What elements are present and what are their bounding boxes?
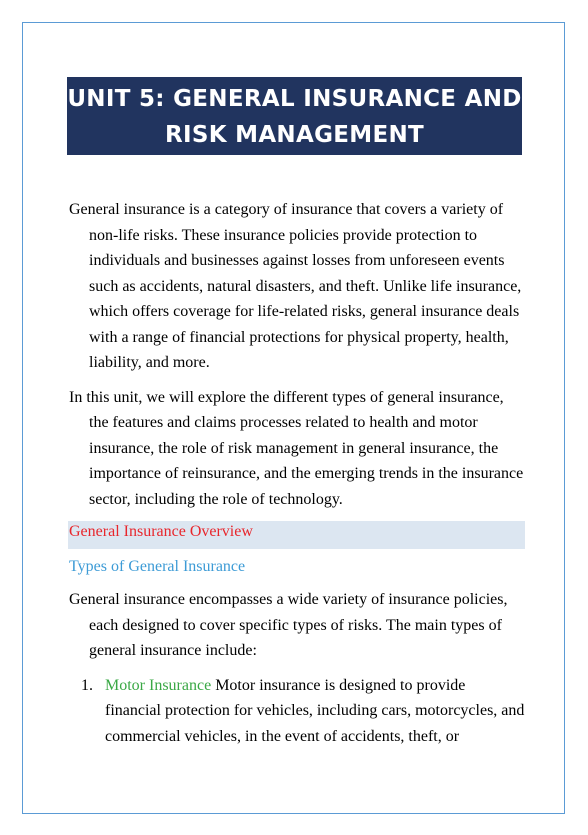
intro-paragraph: General insurance is a category of insurance that covers a variety of non-life risks. These insurance policies provide protection to individuals and businesses against losses from unforeseen events such as accidents, natural disasters, and theft. Unlike life insurance, which offers coverage for life-related risks, general insurance deals with a range of financial protections for physical property, health, liability, and more. xyxy=(69,201,522,371)
unit-overview-paragraph: In this unit, we will explore the different types of general insurance, the features and claims processes related to health and motor insurance, the role of risk management in general insurance, the importance of reinsurance, and the emerging trends in the insurance sector, including the role of technology. xyxy=(69,388,524,508)
list-item-term: Motor Insurance xyxy=(105,676,212,694)
list-item-text: Motor insurance is designed to provide financial protection for vehicles, including cars, motorcycles, and commercial vehicles, in the event of accidents, theft, or xyxy=(105,676,525,745)
subheading: Types of General Insurance xyxy=(69,558,246,575)
list-item xyxy=(69,673,525,750)
unit-title xyxy=(67,77,522,155)
list-item-number: 1. xyxy=(81,676,93,694)
types-intro-paragraph: General insurance encompasses a wide variety of insurance policies, each designed to cover specific types of risks. The main types of general insurance include: xyxy=(69,591,508,659)
unit-title-line-2: RISK MANAGEMENT xyxy=(164,122,425,148)
unit-title-line-1: UNIT 5: GENERAL INSURANCE AND xyxy=(67,86,522,112)
section-heading: General Insurance Overview xyxy=(68,521,525,549)
document-body xyxy=(69,197,525,749)
